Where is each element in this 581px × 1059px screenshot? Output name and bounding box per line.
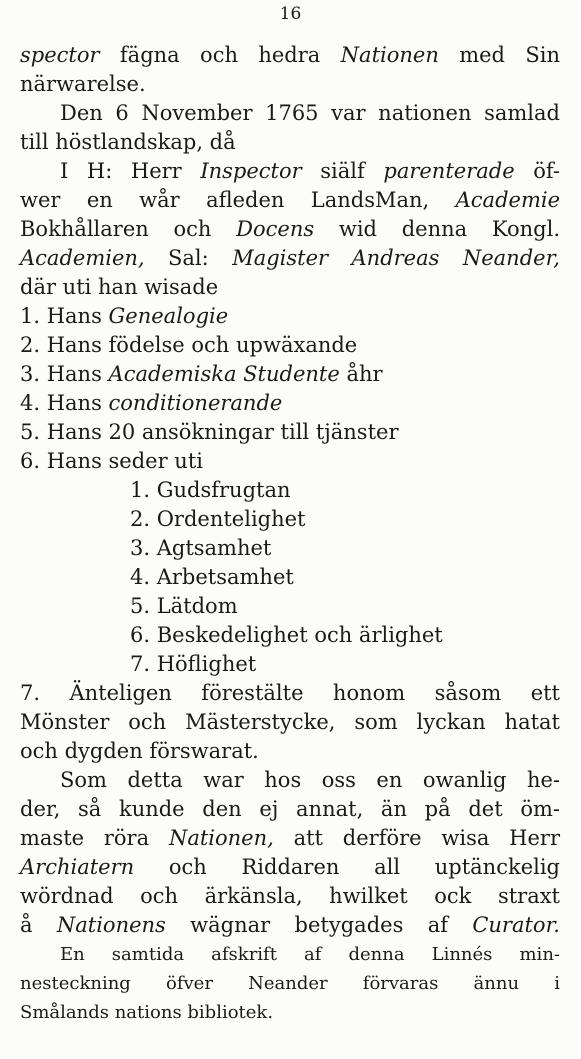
text-line xyxy=(20,505,560,534)
text-line xyxy=(20,389,560,418)
text-run: 1. Gudsfrugtan xyxy=(130,478,291,502)
text-run: 7. Höflighet xyxy=(130,652,257,676)
text-run: nesteckning öfver Neander förvaras ännu i xyxy=(20,973,560,994)
italic-run: Magister Andreas Neander, xyxy=(232,246,560,270)
text-run: En samtida afskrift af denna Linnés min- xyxy=(60,944,560,965)
text-line xyxy=(20,824,560,853)
text-run: der, så kunde den ej annat, än på det öm- xyxy=(20,797,560,821)
text-line xyxy=(20,766,560,795)
text-line xyxy=(20,998,560,1027)
text-run: 4. Arbetsamhet xyxy=(130,565,294,589)
italic-run: Docens xyxy=(236,217,315,241)
text-run: 5. Hans 20 ansökningar till tjänster xyxy=(20,420,399,444)
page-text xyxy=(20,41,560,1027)
text-run: 7. Änteligen förestälte honom såsom ett xyxy=(20,681,560,705)
italic-run: spector xyxy=(20,43,100,67)
text-run: öf- xyxy=(514,159,560,183)
text-line xyxy=(20,128,560,157)
text-run: siälf xyxy=(301,159,384,183)
text-run: 1. Hans xyxy=(20,304,109,328)
text-run: med Sin xyxy=(438,43,560,67)
italic-run: Academien, xyxy=(20,246,145,270)
text-line xyxy=(20,273,560,302)
text-run: Mönster och Mästerstycke, som lyckan hatat xyxy=(20,710,560,734)
page-number: 16 xyxy=(279,4,302,24)
text-run: 6. Beskedelighet och ärlighet xyxy=(130,623,443,647)
text-line xyxy=(20,99,560,128)
text-line xyxy=(20,447,560,476)
italic-run: Curator. xyxy=(472,913,560,937)
text-run: 2. Ordentelighet xyxy=(130,507,306,531)
text-run: 3. Hans xyxy=(20,362,109,386)
text-run: Bokhållaren och xyxy=(20,217,237,241)
text-run: Smålands nations bibliotek. xyxy=(20,1002,274,1023)
text-run: I H: Herr xyxy=(60,159,201,183)
text-run: till höstlandskap, då xyxy=(20,130,236,154)
italic-run: Academiska Studente xyxy=(108,362,340,386)
text-line xyxy=(20,70,560,99)
text-line xyxy=(20,302,560,331)
text-line xyxy=(20,360,560,389)
text-run: wer en wår afleden LandsMan, xyxy=(20,188,456,212)
text-run: där uti han wisade xyxy=(20,275,219,299)
text-run: och dygden förswarat. xyxy=(20,739,259,763)
text-line xyxy=(20,476,560,505)
text-line xyxy=(20,853,560,882)
text-run: 5. Lätdom xyxy=(130,594,238,618)
text-run: wägnar betygades af xyxy=(165,913,473,937)
text-line xyxy=(20,795,560,824)
italic-run: Genealogie xyxy=(108,304,229,328)
text-line xyxy=(20,592,560,621)
text-line xyxy=(20,621,560,650)
text-line xyxy=(20,418,560,447)
text-run: fägna och hedra xyxy=(99,43,341,67)
text-line xyxy=(20,679,560,708)
text-line xyxy=(20,737,560,766)
italic-run: Inspector xyxy=(200,159,302,183)
text-run: Som detta war hos oss en owanlig he- xyxy=(60,768,560,792)
text-line xyxy=(20,157,560,186)
italic-run: Nationen, xyxy=(168,826,274,850)
text-run: wid denna Kongl. xyxy=(314,217,560,241)
text-run: Sal: xyxy=(144,246,233,270)
text-line xyxy=(20,41,560,70)
text-line xyxy=(20,331,560,360)
text-run: 4. Hans xyxy=(20,391,109,415)
text-line xyxy=(20,882,560,911)
text-line xyxy=(20,911,560,940)
text-run: wördnad och ärkänsla, hwilket ock straxt xyxy=(20,884,560,908)
text-run: åhr xyxy=(339,362,383,386)
text-run: att derföre wisa Herr xyxy=(273,826,561,850)
text-line xyxy=(20,186,560,215)
italic-run: Nationens xyxy=(56,913,166,937)
text-run: närwarelse. xyxy=(20,72,146,96)
italic-run: conditionerande xyxy=(108,391,283,415)
italic-run: Archiatern xyxy=(20,855,135,879)
italic-run: parenterade xyxy=(383,159,515,183)
text-line xyxy=(20,215,560,244)
text-run: maste röra xyxy=(20,826,169,850)
text-line xyxy=(20,650,560,679)
text-run: 6. Hans seder uti xyxy=(20,449,203,473)
italic-run: Nationen xyxy=(340,43,439,67)
text-line xyxy=(20,534,560,563)
text-line xyxy=(20,708,560,737)
text-line xyxy=(20,969,560,998)
text-line xyxy=(20,244,560,273)
text-run: 2. Hans födelse och upwäxande xyxy=(20,333,358,357)
italic-run: Academie xyxy=(455,188,560,212)
text-run: Den 6 November 1765 var nationen samlad xyxy=(60,101,560,125)
text-run: å xyxy=(20,913,57,937)
text-line xyxy=(20,940,560,969)
text-run: och Riddaren all uptänckelig xyxy=(134,855,560,879)
text-line xyxy=(20,563,560,592)
text-run: 3. Agtsamhet xyxy=(130,536,272,560)
